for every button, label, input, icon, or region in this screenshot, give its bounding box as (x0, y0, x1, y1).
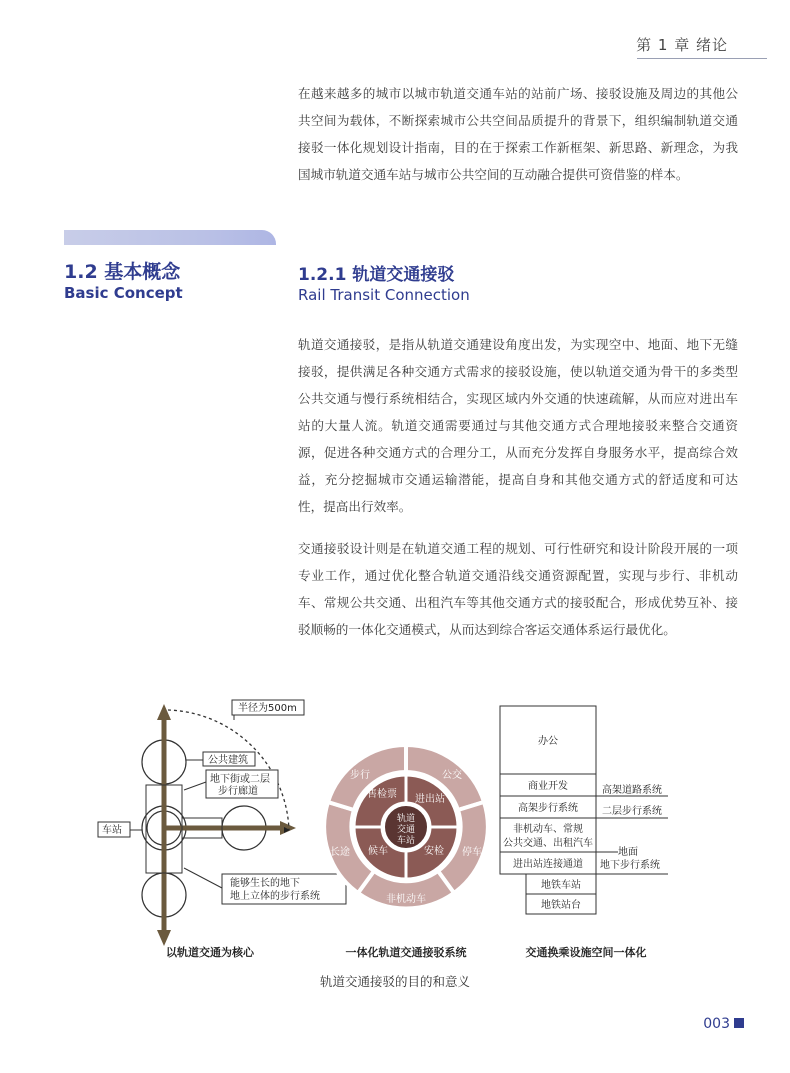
side-label-underground: 地下步行系统 (600, 860, 660, 871)
outer-label-longdistance: 长途 (330, 847, 350, 858)
inner-label-ticket: 售检票 (367, 789, 397, 800)
stack-public-transit: 公共交通、出租汽车 (503, 838, 593, 849)
section-title: 1.2 基本概念 (64, 261, 181, 283)
chapter-header: 第 1 章 绪论 (636, 36, 728, 54)
underground-street-label-2: 步行廊道 (218, 786, 258, 797)
stack-commercial: 商业开发 (528, 781, 568, 792)
rail-core-diagram (98, 700, 346, 959)
integration-ring-diagram (324, 745, 488, 909)
inner-label-waiting: 候车 (368, 846, 388, 857)
underground-street-label-1: 地下街或二层 (210, 774, 270, 785)
stack-metro-platform: 地铁站台 (541, 900, 581, 911)
stack-office: 办公 (538, 736, 558, 747)
right-diagram-caption: 交通换乘设施空间一体化 (525, 946, 647, 959)
station-label: 车站 (102, 825, 122, 836)
side-label-second-floor: 二层步行系统 (602, 806, 662, 817)
stack-nonmotor: 非机动车、常规 (513, 824, 583, 835)
stack-entry-passage: 进出站连接通道 (513, 859, 583, 870)
radius-label: 半径为500m (238, 703, 297, 714)
center-text-2: 交通 (396, 825, 416, 835)
left-diagram-caption: 以轨道交通为核心 (166, 946, 254, 959)
page-number-text: 003 (703, 1016, 730, 1032)
outer-label-parking: 停车 (462, 847, 482, 858)
middle-diagram-caption: 一体化轨道交通接驳系统 (345, 946, 467, 959)
side-label-ground: 地面 (618, 847, 638, 858)
figure-diagrams (84, 690, 704, 970)
growth-label-2: 地上立体的步行系统 (230, 891, 320, 902)
side-label-elevated-road: 高架道路系统 (602, 785, 662, 796)
space-integration-diagram (500, 706, 668, 959)
paragraph-rail-connection: 轨道交通接驳，是指从轨道交通建设角度出发，为实现空中、地面、地下无缝接驳，提供满足各种交通方式需求的接驳设施，使以轨道交通为骨干的多类型公共交通与慢行系统相结合，实现区域内外交通的快速疏解，从而应对进出车站的大量人流。轨道交通需要通过与其他交通方式合理地接驳来整合交通资源，促进各种交通方式的合理分工，从而充分发挥自身服务水平，提高综合效益，充分挖掘城市交通运输潜能，提高自身和其他交通方式的舒适度和可达性，提高出行效率。 (298, 337, 738, 514)
growth-label-1: 能够生长的地下 (230, 878, 300, 889)
stack-elevated-walk: 高架步行系统 (518, 803, 578, 814)
subsection-subtitle: Rail Transit Connection (298, 286, 470, 304)
outer-label-walk: 步行 (350, 770, 370, 781)
intro-paragraph: 在越来越多的城市以城市轨道交通车站的站前广场、接驳设施及周边的其他公共空间为载体，不断探索城市公共空间品质提升的背景下，组织编制轨道交通接驳一体化规划设计指南，目的在于探索工作新框架、新思路、新理念，为我国城市轨道交通车站与城市公共空间的互动融合提供可资借鉴的样本。 (298, 86, 738, 182)
public-building-label: 公共建筑 (208, 755, 248, 766)
paragraph-connection-design: 交通接驳设计则是在轨道交通工程的规划、可行性研究和设计阶段开展的一项专业工作，通过优化整合轨道交通沿线交通资源配置，实现与步行、非机动车、常规公共交通、出租汽车等其他交通方式的接驳配合，形成优势互补、接驳顺畅的一体化交通模式，从而达到综合客运交通体系运行最优化。 (298, 541, 738, 637)
figure-caption: 轨道交通接驳的目的和意义 (319, 974, 470, 989)
page-marker-icon (734, 1018, 744, 1028)
inner-label-security: 安检 (424, 846, 444, 857)
section-bar (64, 230, 276, 245)
section-subtitle: Basic Concept (64, 284, 183, 302)
stack-metro-station: 地铁车站 (541, 880, 581, 891)
subsection-title: 1.2.1 轨道交通接驳 (298, 265, 455, 285)
page-number (703, 1016, 744, 1032)
figure (84, 690, 704, 990)
center-text-3: 车站 (396, 836, 416, 846)
inner-label-entry: 进出站 (415, 794, 445, 805)
header-rule (637, 58, 767, 59)
center-text-1: 轨道 (396, 814, 416, 824)
outer-label-bus: 公交 (442, 770, 462, 781)
outer-label-nonmotor: 非机动车 (386, 894, 426, 905)
